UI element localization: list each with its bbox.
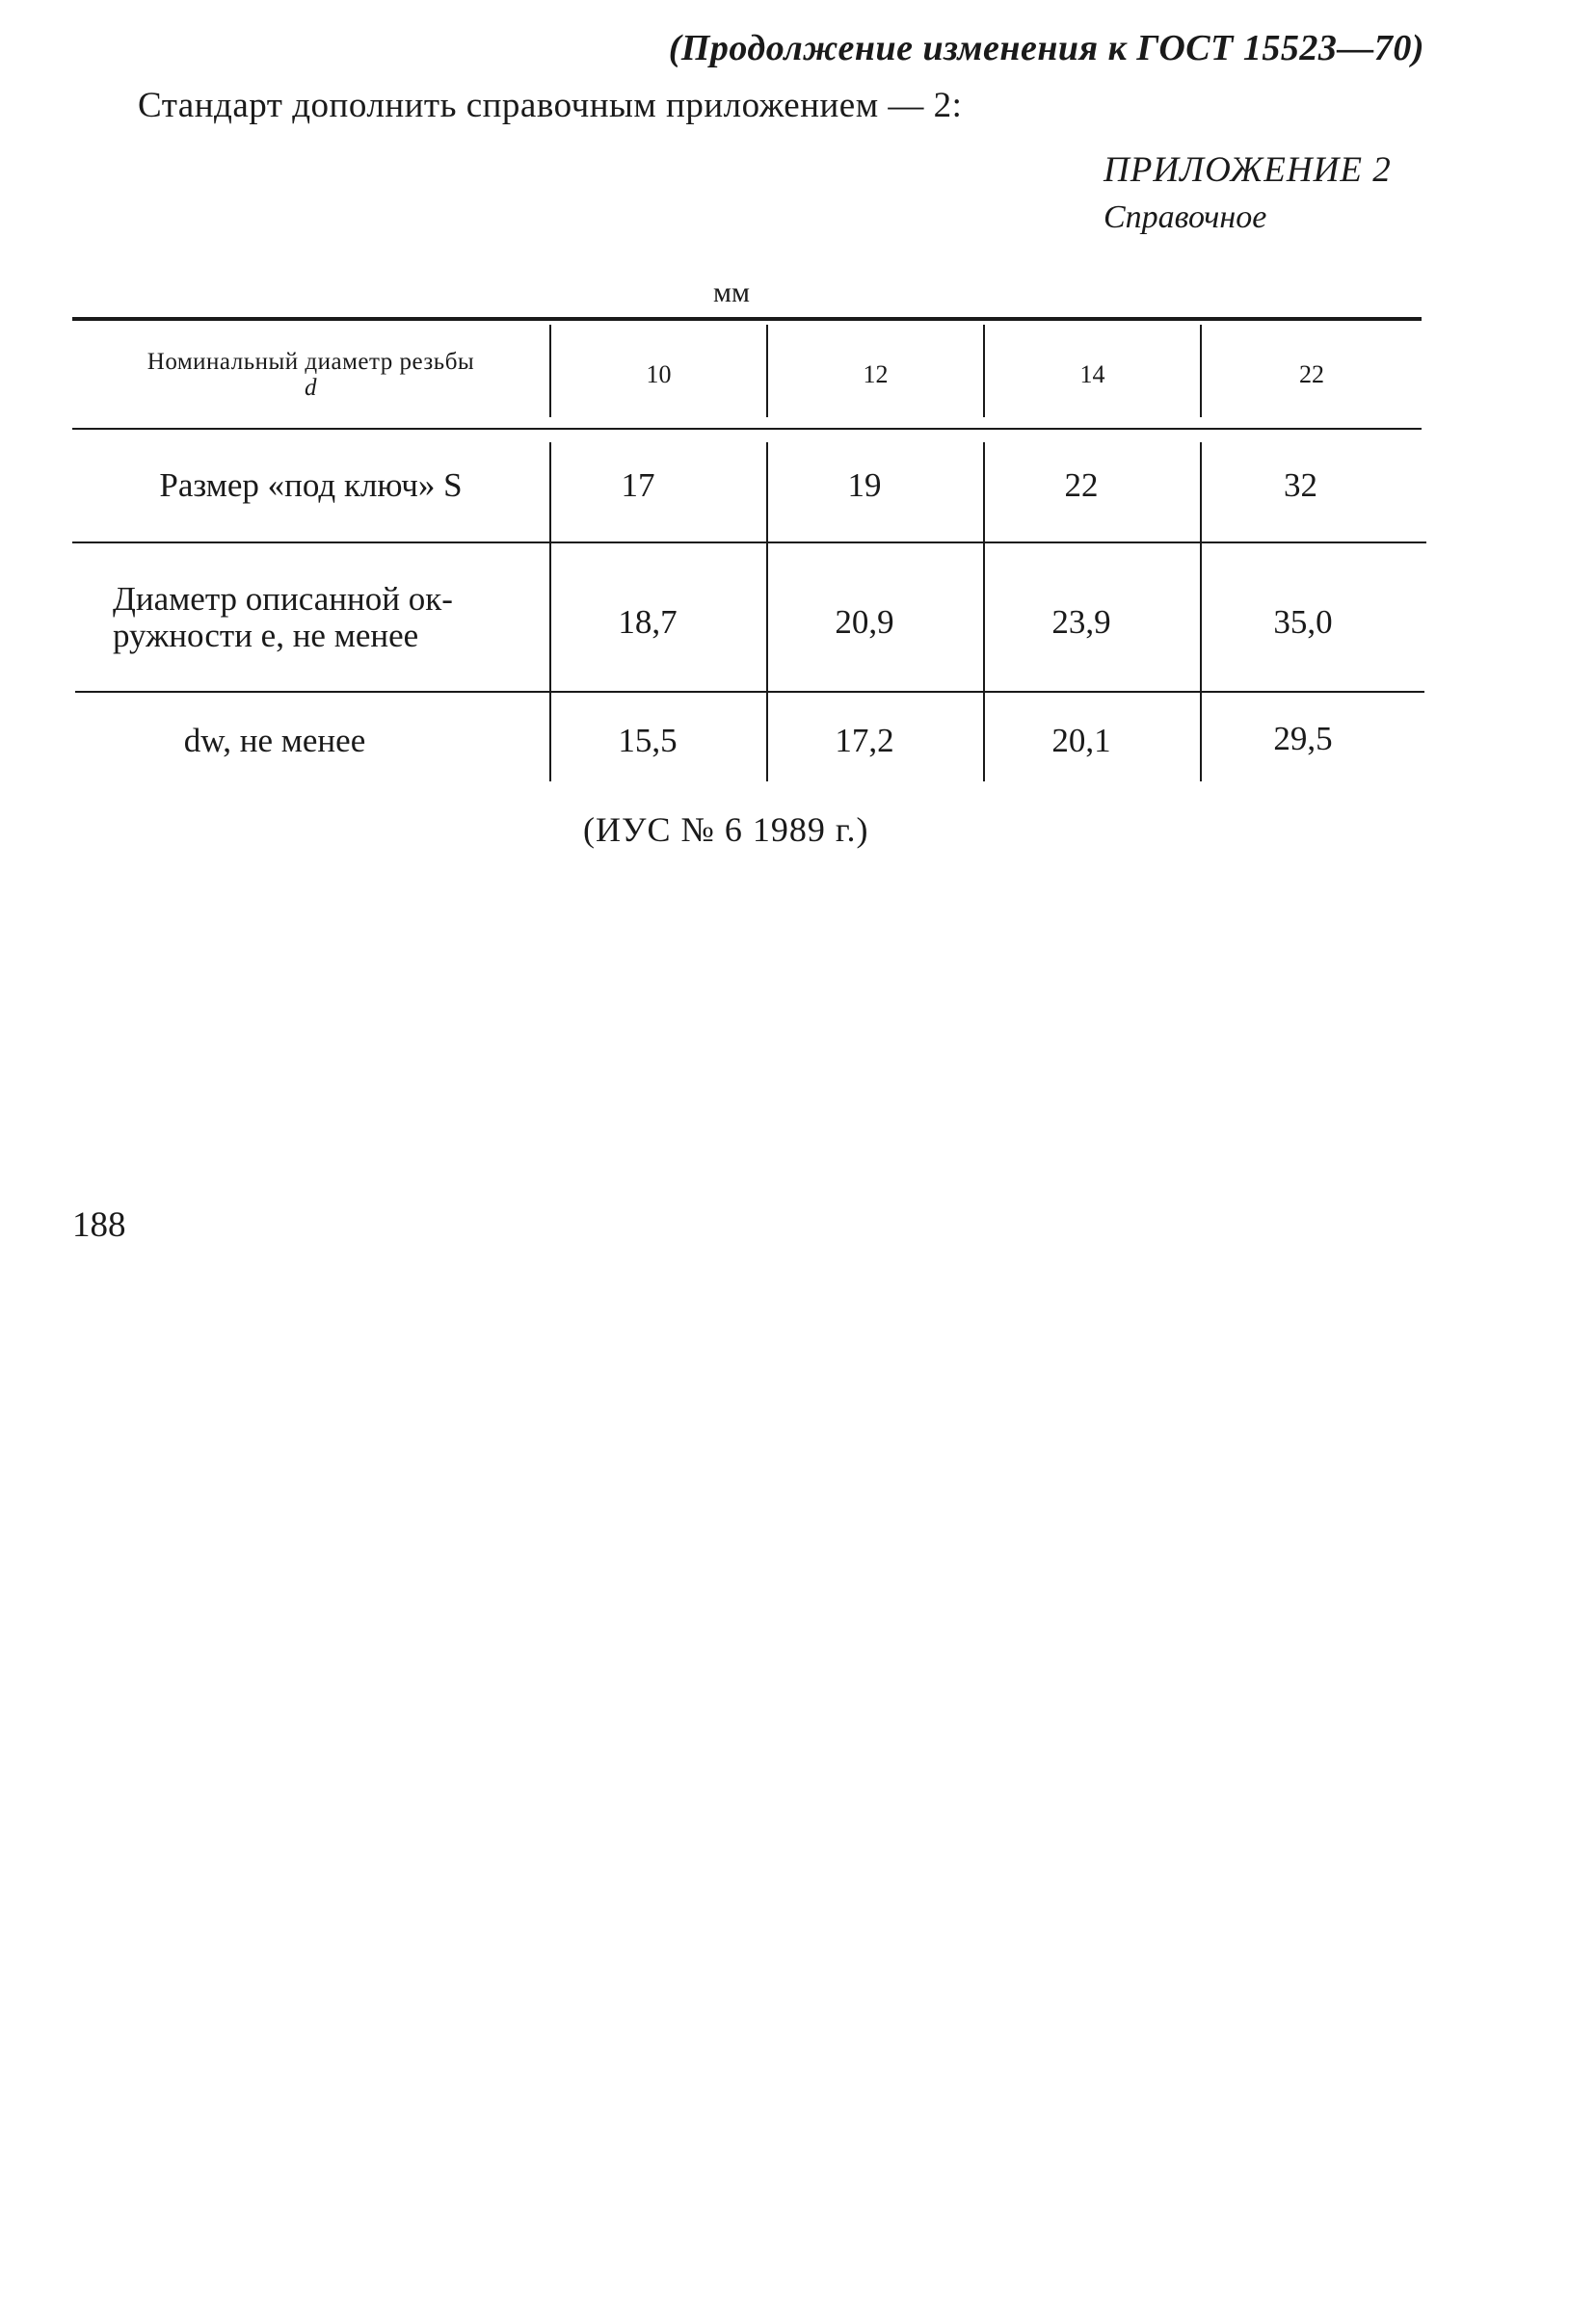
table-cell: 18,7 <box>618 602 678 641</box>
column-header: 10 <box>646 360 672 388</box>
continuation-header: (Продолжение изменения к ГОСТ 15523—70) <box>668 28 1424 68</box>
table-cell: 29,5 <box>1273 719 1333 757</box>
row-label: Размер «под ключ» S <box>159 466 463 504</box>
footer-note: (ИУС № 6 1989 г.) <box>583 810 869 849</box>
column-header: 14 <box>1079 360 1105 388</box>
header-label-line2: d <box>305 375 317 401</box>
table-cell: 20,1 <box>1051 722 1111 759</box>
data-table <box>72 317 1422 789</box>
table-cell: 17,2 <box>835 722 894 759</box>
appendix-subtitle: Справочное <box>1104 199 1267 235</box>
table-cell: 32 <box>1284 466 1317 504</box>
table-unit: мм <box>713 277 750 308</box>
column-header: 12 <box>863 360 889 388</box>
column-header: 22 <box>1299 360 1324 388</box>
appendix-title: ПРИЛОЖЕНИЕ 2 <box>1104 150 1392 190</box>
row-label-line2: ружности e, не менее <box>113 616 419 654</box>
header-label-line1: Номинальный диаметр резьбы <box>146 349 475 375</box>
table-cell: 17 <box>621 466 655 504</box>
page-number: 188 <box>72 1205 126 1245</box>
table-cell: 22 <box>1064 466 1099 504</box>
row-label <box>113 543 535 691</box>
table-header-label <box>72 327 549 423</box>
table-top-rule <box>72 317 1422 321</box>
table-cell: 35,0 <box>1273 602 1333 641</box>
table-cell: 19 <box>847 466 882 504</box>
row-label: dw, не менее <box>183 722 366 759</box>
table-cell: 23,9 <box>1051 602 1111 641</box>
table-cell: 20,9 <box>835 602 894 641</box>
intro-text: Стандарт дополнить справочным приложением — 2: <box>138 86 963 125</box>
row-label-line1: Диаметр описанной ок- <box>113 579 453 618</box>
table-cell: 15,5 <box>618 722 678 759</box>
